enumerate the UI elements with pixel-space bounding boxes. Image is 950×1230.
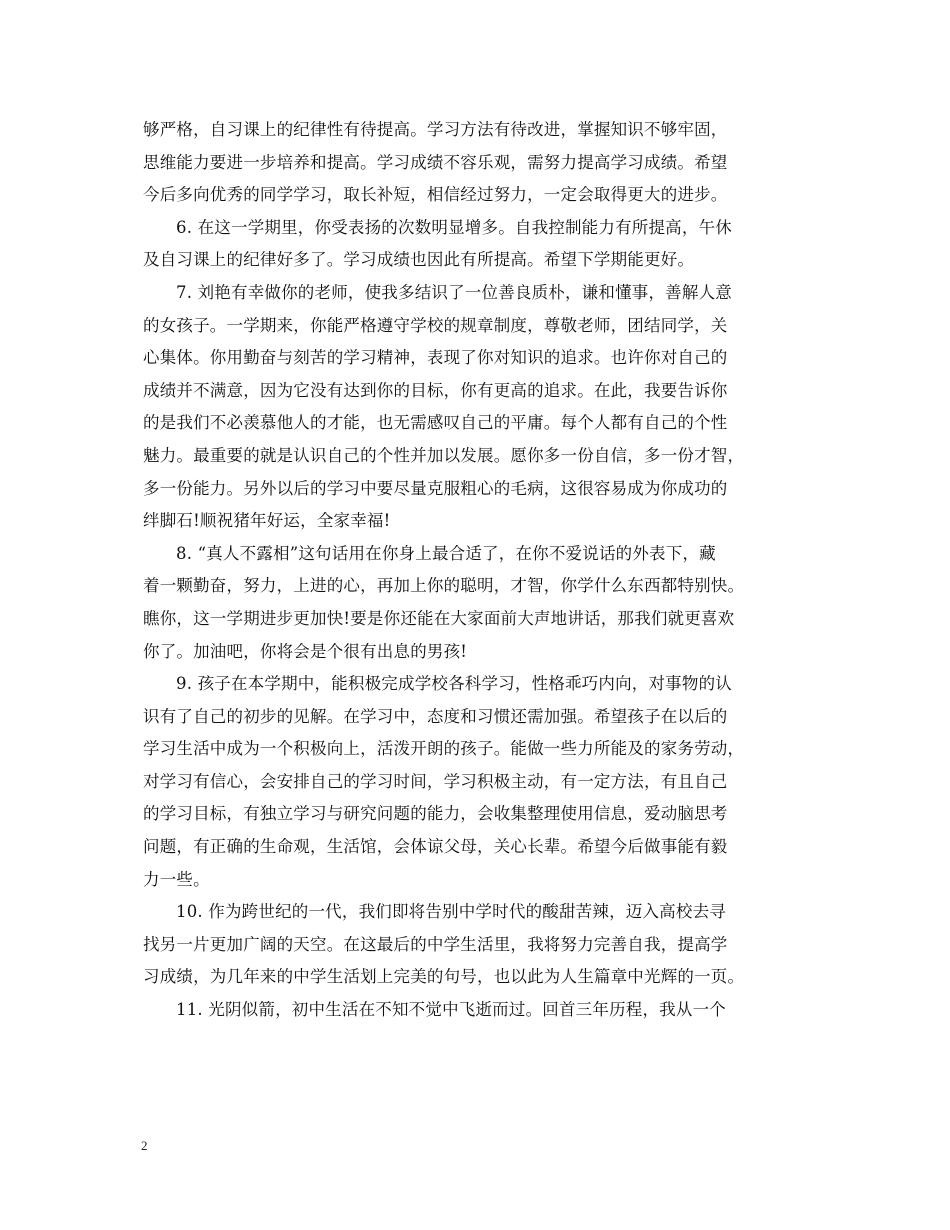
text-line: 够严格，自习课上的纪律性有待提高。学习方法有待改进，掌握知识不够牢固，: [143, 120, 728, 139]
text-line: 的女孩子。一学期来，你能严格遵守学校的规章制度，尊敬老师，团结同学，关: [143, 315, 728, 335]
text-line: 问题，有正确的生命观，生活馆，会体谅父母，关心长辈。希望今后做事能有毅: [143, 837, 728, 857]
text-line: 学习生活中成为一个积极向上，活泼开朗的孩子。能做一些力所能及的家务劳动，: [143, 739, 745, 759]
paragraph-start-line: 11. 光阴似箭，初中生活在不知不觉中飞逝而过。回首三年历程，我从一个: [176, 1000, 726, 1020]
page-number: 2: [141, 1138, 148, 1153]
paragraph-start-line: 10. 作为跨世纪的一代，我们即将告别中学时代的酸甜苦辣，迈入高校去寻: [176, 902, 726, 922]
text-line: 你了。加油吧，你将会是个很有出息的男孩!: [143, 641, 468, 661]
document-body: [143, 114, 815, 1027]
text-line: 找另一片更加广阔的天空。在这最后的中学生活里，我将努力完善自我，提高学: [143, 934, 728, 954]
text-line: 思维能力要进一步培养和提高。学习成绩不容乐观，需努力提高学习成绩。希望: [143, 152, 728, 172]
text-line: 着一颗勤奋，努力，上进的心，再加上你的聪明，才智，你学什么东西都特别快。: [143, 576, 745, 596]
text-line: 对学习有信心，会安排自己的学习时间，学习积极主动，有一定方法，有且自己: [143, 771, 728, 791]
text-line: 瞧你，这一学期进步更加快!要是你还能在大家面前大声地讲话，那我们就更喜欢: [143, 608, 735, 628]
text-line: 力一些。: [143, 869, 210, 889]
text-line: 今后多向优秀的同学学习，取长补短，相信经过努力，一定会取得更大的进步。: [143, 185, 728, 205]
text-line: 的学习目标，有独立学习与研究问题的能力，会收集整理使用信息，爱动脑思考: [143, 804, 728, 824]
text-line: 及自习课上的纪律好多了。学习成绩也因此有所提高。希望下学期能更好。: [143, 250, 695, 270]
paragraph-start-line: 9. 孩子在本学期中，能积极完成学校各科学习，性格乖巧内向，对事物的认: [176, 674, 732, 694]
text-line: 绊脚石!顺祝猪年好运，全家幸福!: [143, 511, 391, 531]
paragraph-start-line: 6. 在这一学期里，你受表扬的次数明显增多。自我控制能力有所提高，午休: [176, 217, 732, 237]
text-line: 心集体。你用勤奋与刻苦的学习精神，表现了你对知识的追求。也许你对自己的: [143, 348, 728, 368]
paragraph-start-line: 7. 刘艳有幸做你的老师，使我多结识了一位善良质朴，谦和懂事，善解人意: [176, 282, 732, 302]
text-line: 的是我们不必羡慕他人的才能，也无需感叹自己的平庸。每个人都有自己的个性: [143, 413, 728, 433]
text-line: 成绩并不满意，因为它没有达到你的目标，你有更高的追求。在此，我要告诉你: [143, 380, 728, 400]
text-line: 习成绩，为几年来的中学生活划上完美的句号，也以此为人生篇章中光辉的一页。: [143, 967, 745, 987]
text-line: 多一份能力。另外以后的学习中要尽量克服粗心的毛病，这很容易成为你成功的: [143, 478, 728, 498]
text-line: 识有了自己的初步的见解。在学习中，态度和习惯还需加强。希望孩子在以后的: [143, 706, 728, 726]
paragraph-start-line: 8. “真人不露相”这句话用在你身上最合适了，在你不爱说话的外表下，藏: [176, 543, 716, 563]
text-line: 魅力。最重要的就是认识自己的个性并加以发展。愿你多一份自信，多一份才智，: [143, 445, 745, 465]
